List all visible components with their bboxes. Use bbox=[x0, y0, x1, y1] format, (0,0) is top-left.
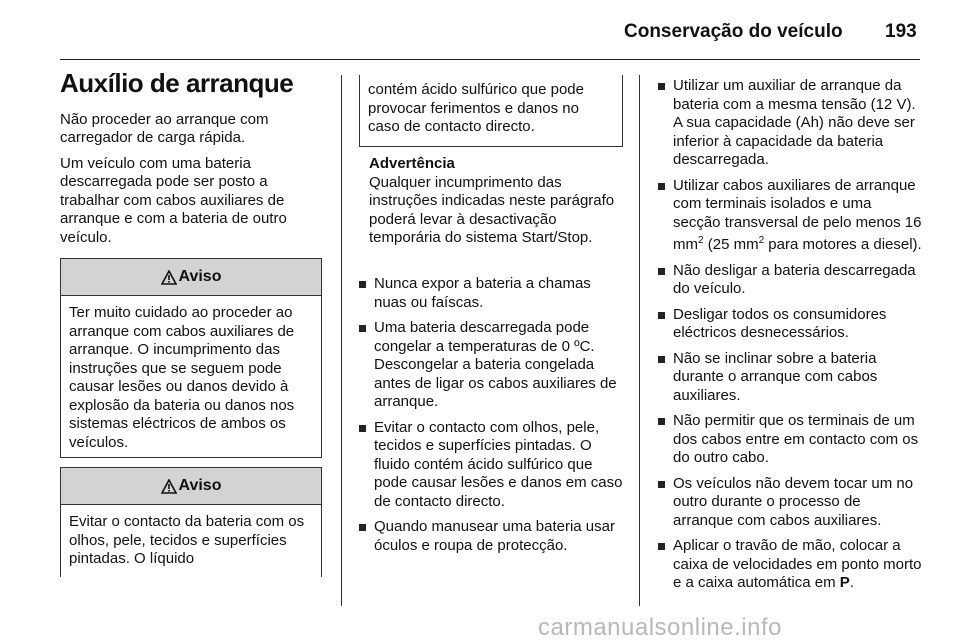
watermark: carmanualsonline.info bbox=[538, 614, 782, 641]
warning-header bbox=[61, 259, 321, 296]
list-item: Aplicar o travão de mão, colocar a caixa de velocidades em ponto morto e a caixa automática em P. bbox=[654, 537, 922, 593]
warning-triangle-icon bbox=[161, 479, 177, 494]
header-title: Conservação do veículo bbox=[624, 21, 843, 42]
paragraph: Não proceder ao arranque com carregador de carga rápida. bbox=[60, 110, 269, 146]
warning-header bbox=[61, 468, 321, 505]
list-item: Quando manusear uma bateria usar óculos e roupa de protecção. bbox=[355, 518, 625, 555]
list-item: Utilizar cabos auxiliares de arranque com terminais isolados e uma secção transversal de pelo menos 16 $mm^2$ (25 $mm^2$ para motores a diesel). bbox=[654, 177, 922, 255]
list-item: Não se inclinar sobre a bateria durante o arranque com cabos auxiliares. bbox=[654, 350, 922, 406]
warning-box bbox=[60, 467, 322, 577]
page-number: 193 bbox=[885, 21, 917, 42]
warning-title: Aviso bbox=[178, 267, 222, 285]
list-item: Evitar o contacto com olhos, pele, tecidos e superfícies pintadas. O fluido contém ácido sulfúrico que pode causar lesões e danos em caso de contacto directo. bbox=[355, 419, 625, 512]
list-item: Não desligar a bateria descarregada do veículo. bbox=[654, 262, 922, 299]
warning-title: Aviso bbox=[178, 476, 222, 494]
middle-bullets bbox=[355, 275, 625, 562]
section-heading: Auxílio de arranque bbox=[60, 68, 294, 98]
bullet-list bbox=[654, 77, 922, 593]
column-divider-2 bbox=[639, 75, 640, 606]
list-item: Desligar todos os consumidores eléctricos desnecessários. bbox=[654, 306, 922, 343]
note-text: Qualquer incumprimento das instruções indicadas neste parágrafo poderá levar à desactivação temporária do sistema Start/Stop. bbox=[369, 173, 615, 246]
bullet-list bbox=[355, 275, 625, 555]
left-column bbox=[60, 68, 330, 254]
column-divider-1 bbox=[341, 75, 342, 606]
paragraph: Um veículo com uma bateria descarregada pode ser posto a trabalhar com cabos auxiliares de arranque e com a bateria de outro veículo. bbox=[60, 154, 287, 246]
middle-column bbox=[369, 155, 627, 257]
warning-box bbox=[60, 258, 322, 458]
list-item: Nunca expor a bateria a chamas nuas ou faíscas. bbox=[355, 275, 625, 312]
note-title: Advertência bbox=[369, 155, 455, 172]
warning-text: Ter muito cuidado ao proceder ao arranque com cabos auxiliares de arranque. O incumprimento das instruções que se seguem pode causar lesões ou danos devido à explosão da bateria ou danos nos sistemas eléctricos de ambos os veículos. bbox=[69, 304, 295, 451]
right-column bbox=[654, 77, 922, 600]
warning-continuation: contém ácido sulfúrico que pode provocar ferimentos e danos no caso de contacto directo. bbox=[359, 75, 623, 147]
warning-text: Evitar o contacto da bateria com os olhos, pele, tecidos e superfícies pintadas. O líquido bbox=[69, 513, 305, 567]
list-item: Os veículos não devem tocar um no outro durante o processo de arranque com cabos auxiliares. bbox=[654, 475, 922, 531]
list-item: Não permitir que os terminais de um dos cabos entre em contacto com os do outro cabo. bbox=[654, 412, 922, 468]
list-item: Uma bateria descarregada pode congelar a temperaturas de 0 ºC. Descongelar a bateria congelada antes de ligar os cabos auxiliares de arranque. bbox=[355, 319, 625, 412]
warning-triangle-icon bbox=[161, 270, 177, 285]
header-rule bbox=[60, 59, 920, 60]
list-item: Utilizar um auxiliar de arranque da bateria com a mesma tensão (12 V). A sua capacidade (Ah) não deve ser inferior à capacidade da bateria descarregada. bbox=[654, 77, 922, 170]
